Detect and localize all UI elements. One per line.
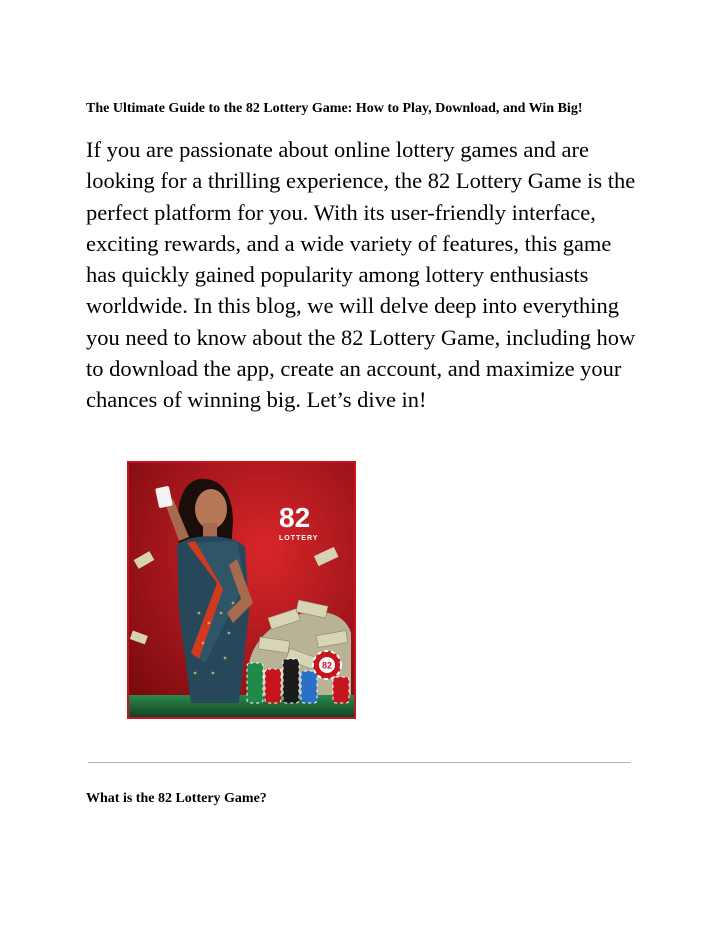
logo-word: LOTTERY — [279, 535, 319, 542]
section-divider — [88, 762, 631, 763]
hero-image — [127, 461, 356, 719]
logo-number: 82 — [279, 502, 311, 533]
page-title: The Ultimate Guide to the 82 Lottery Game: How to Play, Download, and Win Big! — [86, 101, 583, 116]
hero-illustration — [129, 463, 354, 717]
section-heading: What is the 82 Lottery Game? — [86, 791, 267, 806]
table-surface — [129, 695, 354, 717]
chip-number: 82 — [321, 660, 333, 671]
intro-paragraph: If you are passionate about online lottery games and are looking for a thrilling experience, the 82 Lottery Game is the perfect platform for you. With its user-friendly interface, exciting rewards, and a wide variety of features, this game has quickly gained popularity among lottery enthusiasts worldwide. In this blog, we will delve deep into everything you need to know about the 82 Lottery Game, including how to download the app, create an account, and maximize your chances of winning big. Let’s dive in! — [86, 137, 636, 413]
logo-chip — [313, 651, 341, 679]
